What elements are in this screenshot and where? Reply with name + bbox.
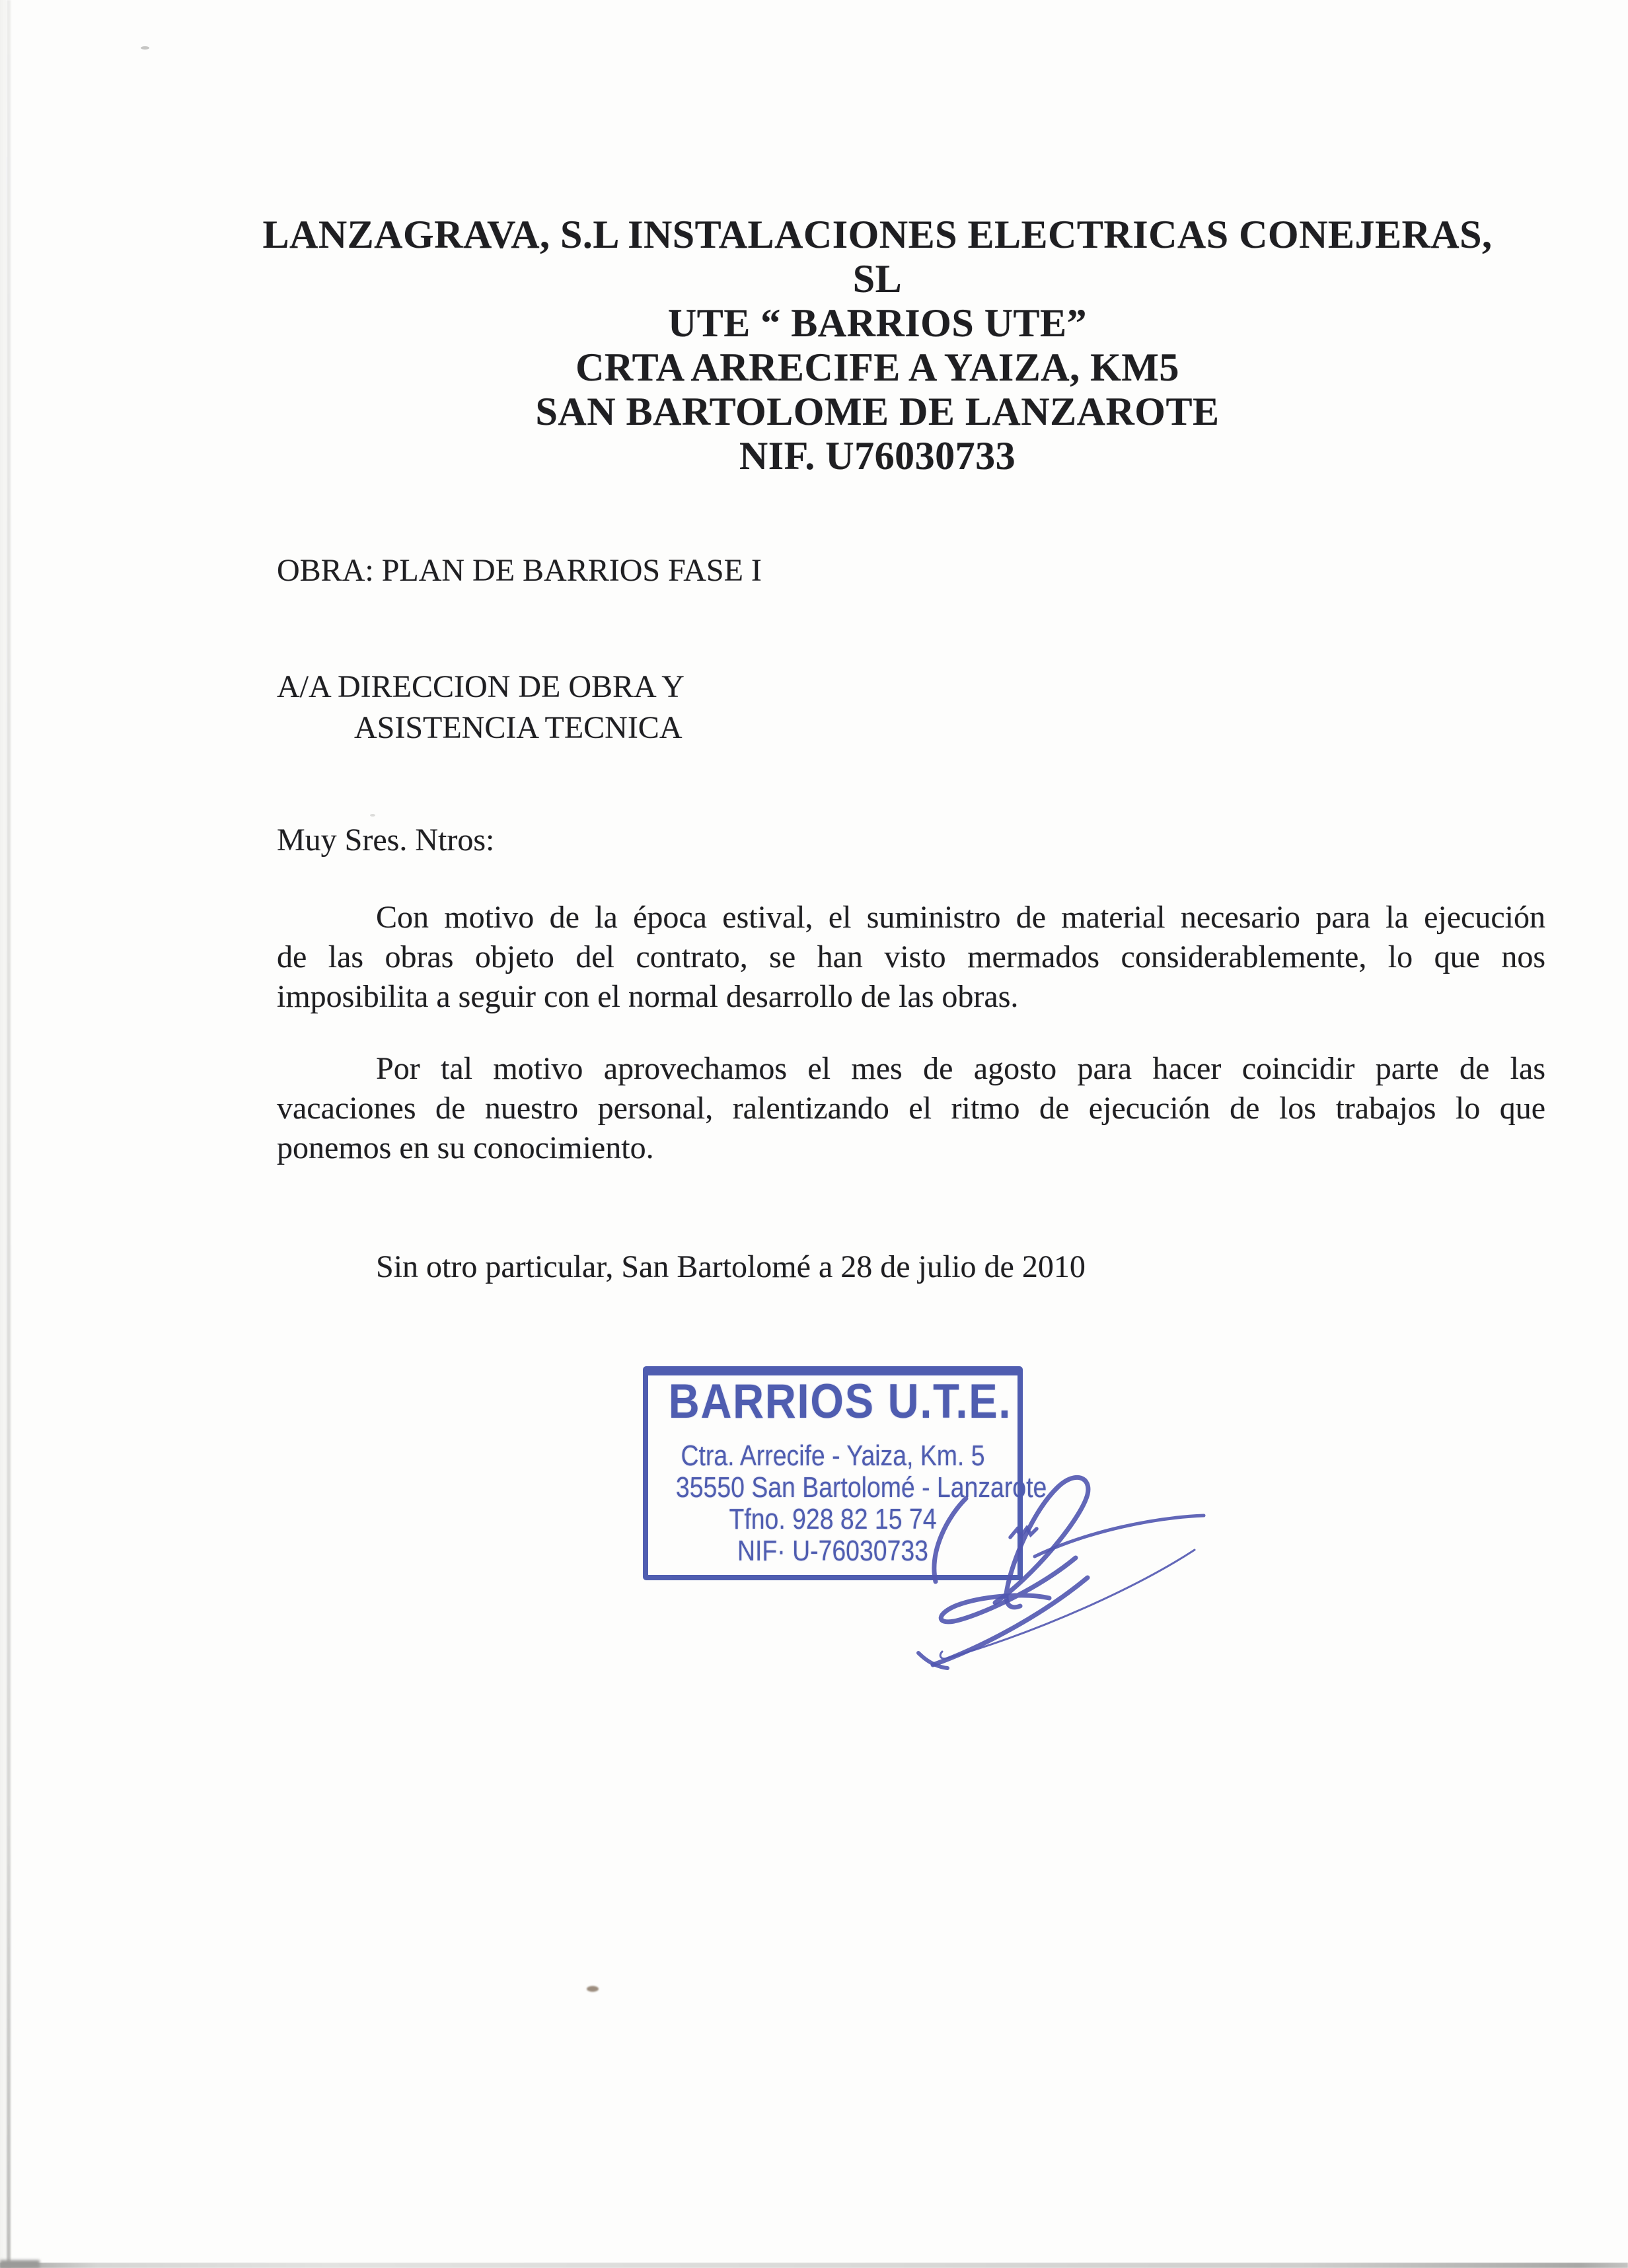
recipient-line: ASISTENCIA TECNICA [354, 710, 683, 745]
letterhead-city: SAN BARTOLOME DE LANZAROTE [535, 390, 1220, 433]
subject-line: OBRA: PLAN DE BARRIOS FASE I [277, 553, 762, 588]
scan-edge-left-band [0, 0, 6, 2268]
paragraph-line: imposibilita a seguir con el normal desarrollo de las obras. [277, 979, 1019, 1014]
stamp-company-name: BARRIOS U.T.E. [668, 1375, 1012, 1428]
scan-edge-bottom [0, 2263, 1628, 2268]
handwritten-signature [879, 1420, 1229, 1678]
paragraph [277, 1049, 1545, 1168]
stamp-address-city: 35550 San Bartolomé - Lanzarote [675, 1471, 1047, 1504]
stamp-address-road: Ctra. Arrecife - Yaiza, Km. 5 [681, 1440, 985, 1472]
stamp-phone: Tfno. 928 82 15 74 [729, 1503, 937, 1535]
scan-speck [370, 814, 375, 817]
paragraph-line: ponemos en su conocimiento. [277, 1130, 654, 1165]
letterhead-ute-name: UTE “ BARRIOS UTE” [667, 301, 1088, 345]
stamp-nif: NIF· U-76030733 [737, 1535, 928, 1567]
letterhead-address: CRTA ARRECIFE A YAIZA, KM5 [575, 346, 1179, 389]
salutation: Muy Sres. Ntros: [277, 823, 495, 858]
scan-speck [141, 46, 149, 50]
letterhead-nif: NIF. U76030733 [739, 434, 1016, 478]
closing-line: Sin otro particular, San Bartolomé a 28 de julio de 2010 [376, 1249, 1086, 1284]
paragraph [277, 898, 1545, 1017]
recipient-block [277, 667, 1545, 749]
signature-stroke [934, 1498, 966, 1582]
letterhead-company-names: LANZAGRAVA, S.L INSTALACIONES ELECTRICAS CONEJERAS, SL [262, 213, 1493, 301]
recipient-line: A/A DIRECCION DE OBRA Y [277, 669, 684, 704]
paragraph-line: vacaciones de nuestro personal, ralentizando el ritmo de ejecución de los trabajos lo que [277, 1091, 1545, 1126]
paragraph-line: de las obras objeto del contrato, se han visto mermados considerablemente, lo que nos [277, 939, 1545, 974]
scan-edge-bottom-corner [0, 2260, 40, 2268]
scan-speck [587, 1986, 599, 1992]
scan-edge-left-line [7, 0, 11, 2268]
paragraph-line: Con motivo de la época estival, el suministro de material necesario para la ejecución [376, 900, 1545, 935]
paragraph-line: Por tal motivo aprovechamos el mes de agosto para hacer coincidir parte de las [376, 1051, 1545, 1086]
letterhead [250, 213, 1505, 478]
